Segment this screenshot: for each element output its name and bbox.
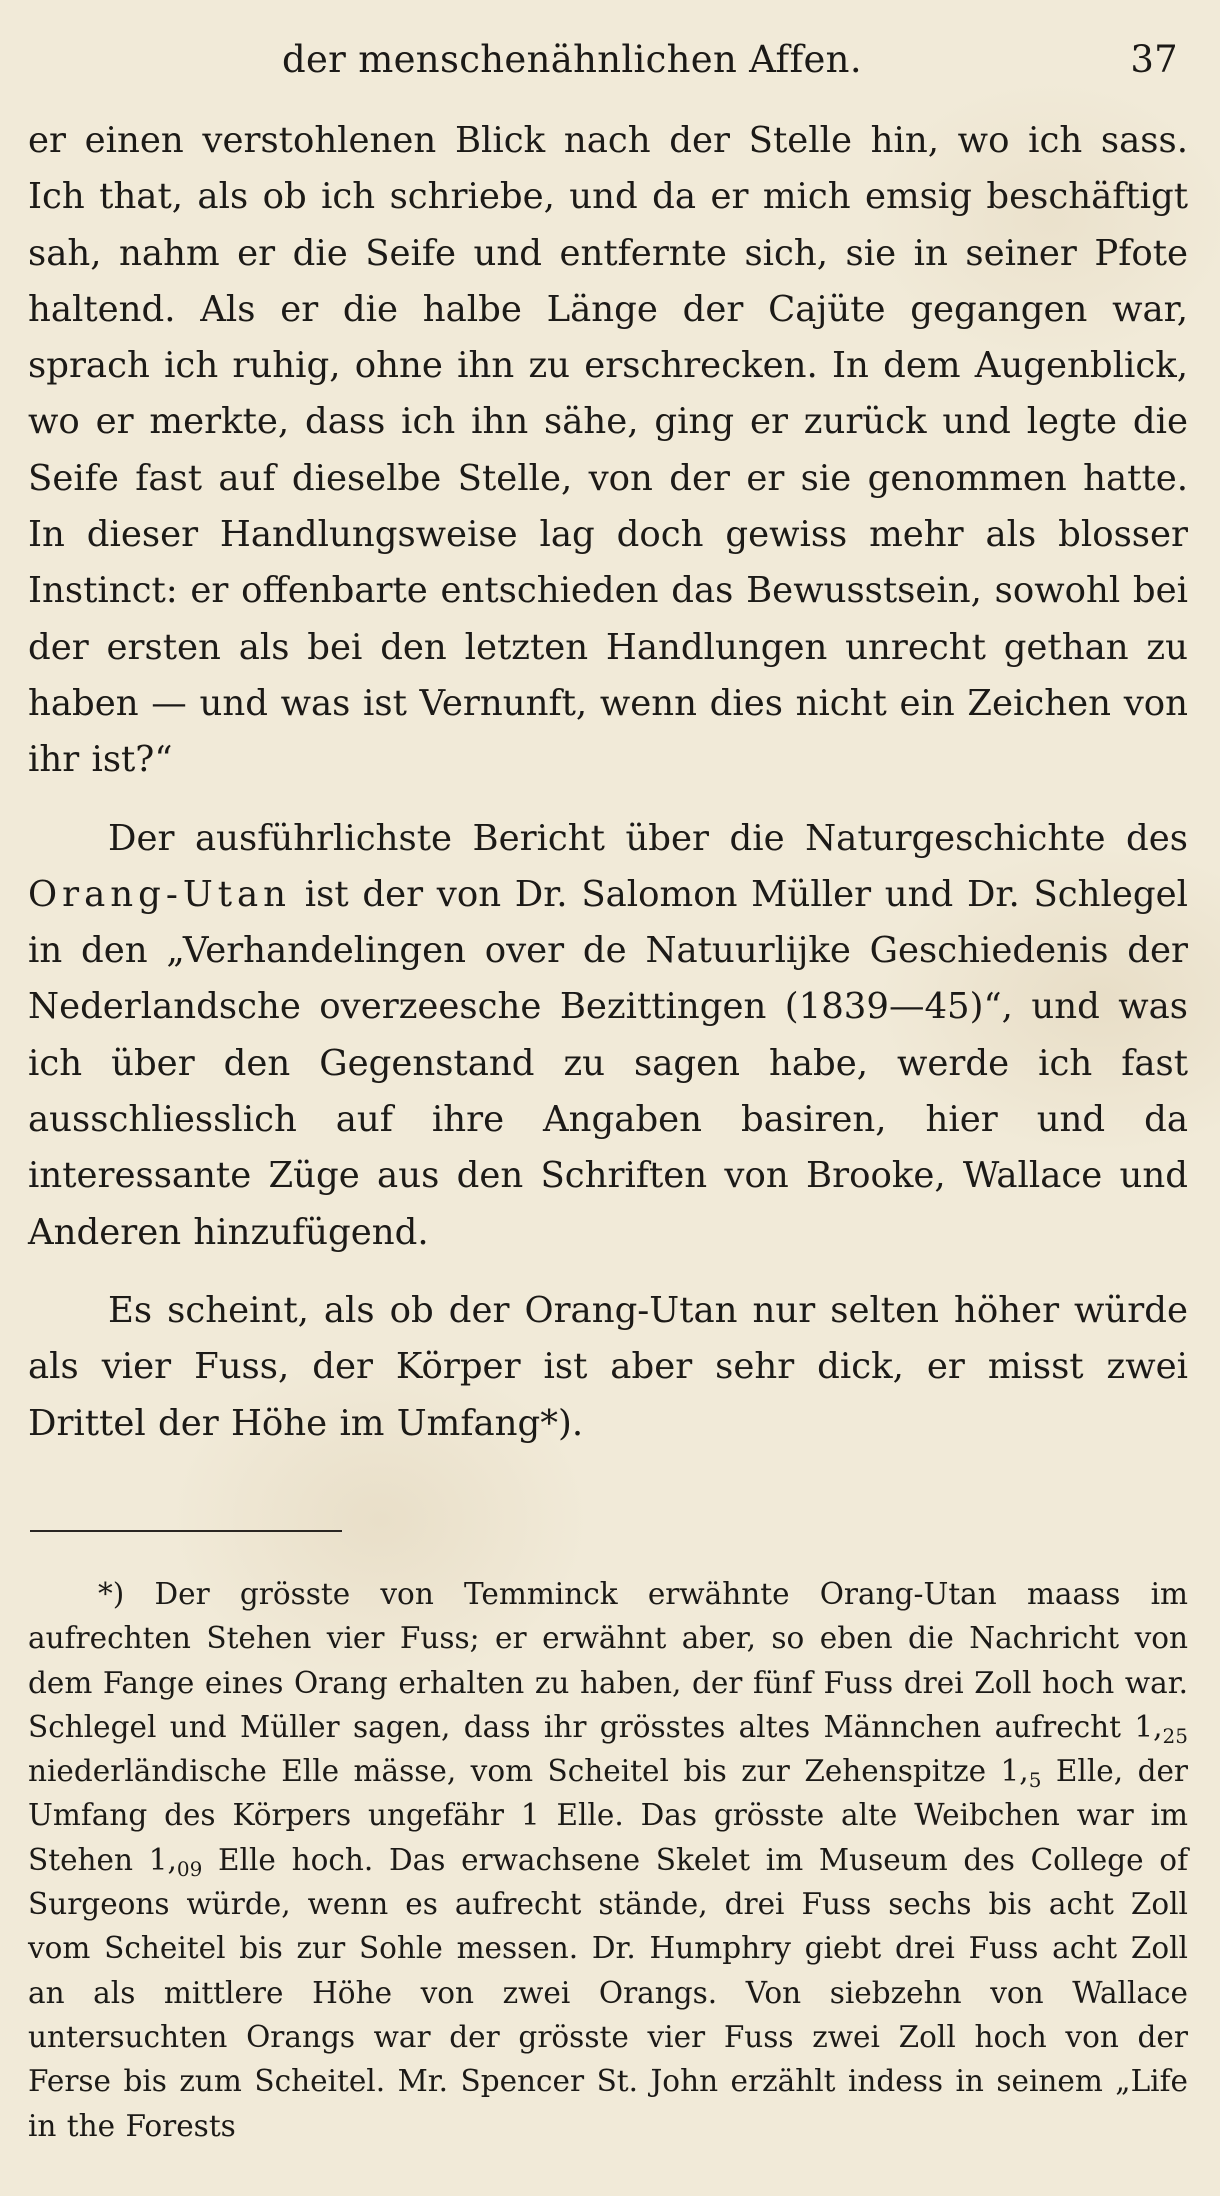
paragraph-1: er einen verstohlenen Blick nach der Stelle hin, wo ich sass. Ich that, als ob ich schriebe, und da er mich emsig beschäftigt sah, nahm er die Seife und entfernte sich, sie in seiner Pfote haltend. Als er die halbe Länge der Cajüte gegangen war, sprach ich ruhig, ohne ihn zu erschrecken. In dem Augenblick, wo er merkte, dass ich ihn sähe, ging er zurück und legte die Seife fast auf dieselbe Stelle, von der er sie genommen hatte. In dieser Handlungsweise lag doch gewiss mehr als blosser Instinct: er offenbarte entschieden das Bewusstsein, sowohl bei der ersten als bei den letzten Handlungen unrecht gethan zu haben — und was ist Vernunft, wenn dies nicht ein Zeichen von ihr ist?“	[28, 120, 1188, 781]
footnote-sub-1: 25	[1162, 1723, 1188, 1748]
running-title: der menschenähnlichen Affen.	[282, 38, 862, 81]
page-header	[282, 38, 1178, 81]
footnote-part-4: Elle hoch. Das erwachsene Skelet im Museum des College of Surgeons würde, wenn es aufrecht stände, drei Fuss sechs bis acht Zoll vom Scheitel bis zur Sohle messen. Dr. Humphry giebt drei Fuss acht Zoll an als mittlere Höhe von zwei Orangs. Von siebzehn von Wallace untersuchten Orangs war der grösste vier Fuss zwei Zoll hoch von der Ferse bis zum Scheitel. Mr. Spencer St. John erzählt indess in seinem „Life in the Forests	[28, 1842, 1188, 2143]
footnote	[28, 1572, 1188, 2148]
page-number: 37	[1130, 38, 1178, 81]
spaced-name: Orang-Utan	[28, 873, 292, 915]
paragraph-2-rest: ist der von Dr. Salomon Müller und Dr. Schlegel in den „Verhandelingen over de Natuurlijke Geschiedenis der Nederlandsche overzeesche Bezittingen (1839—45)“, und was ich über den Gegenstand zu sagen habe, werde ich fast ausschliesslich auf ihre Angaben basiren, hier und da interessante Züge aus den Schriften von Brooke, Wallace und Anderen hinzufügend.	[28, 873, 1188, 1253]
paragraph-3: Es scheint, als ob der Orang-Utan nur selten höher würde als vier Fuss, der Körper ist aber sehr dick, er misst zwei Drittel der Höhe im Umfang*).	[28, 1289, 1188, 1444]
footnote-sub-3: 09	[176, 1856, 203, 1881]
footnote-divider	[30, 1530, 342, 1532]
footnote-part-2: niederländische Elle mässe, vom Scheitel bis zur Zehenspitze 1,	[28, 1754, 1029, 1789]
paragraph-2-lead: Der ausführlichste Bericht über die Naturgeschichte des	[108, 817, 1188, 859]
footnote-sub-2: 5	[1028, 1768, 1042, 1793]
footnote-part-3: Elle, der Umfang des Körpers ungefähr 1 Elle. Das grösste alte Weibchen war im Stehen 1,	[28, 1754, 1189, 1877]
main-text	[28, 113, 1188, 1452]
paragraph-2	[28, 811, 1188, 1261]
footnote-part-1: *) Der grösste von Temminck erwähnte Orang-Utan maass im aufrechten Stehen vier Fuss; er erwähnt aber, so eben die Nachricht von dem Fange eines Orang erhalten zu haben, der fünf Fuss drei Zoll hoch war. Schlegel und Müller sagen, dass ihr grösstes altes Männchen aufrecht 1,	[28, 1577, 1188, 1744]
